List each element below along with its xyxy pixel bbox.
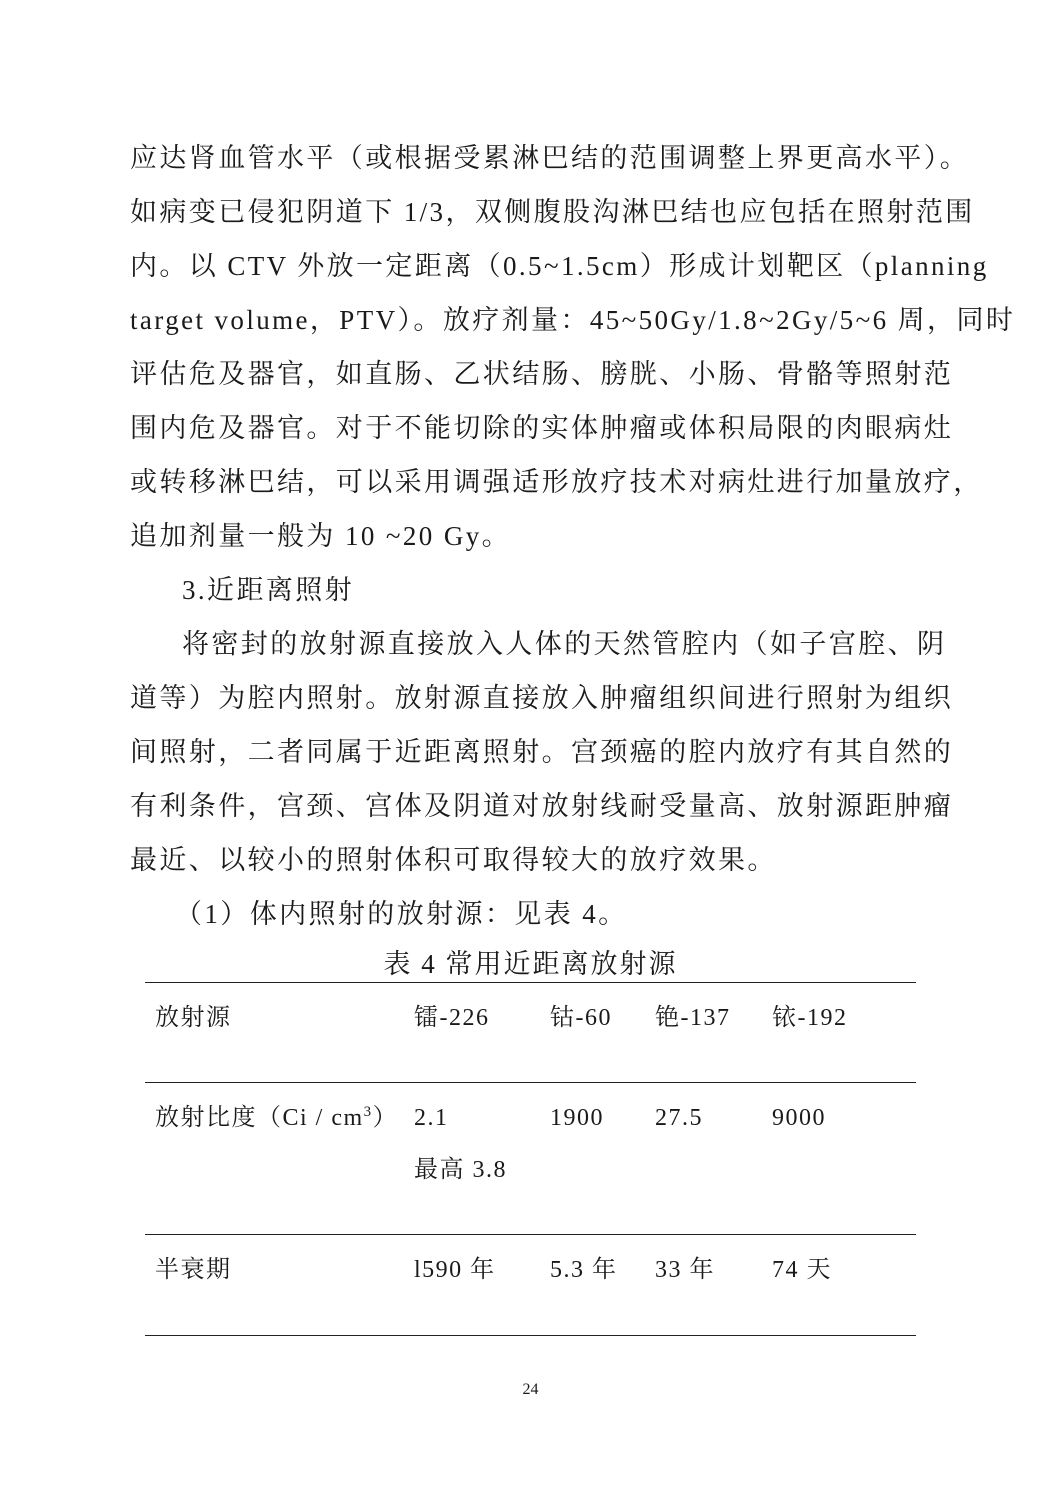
body-line-4: target volume，PTV）。放疗剂量：45~50Gy/1.8~2Gy/5~6 周，同时 [130, 305, 1016, 335]
section-heading: 3.近距离照射 [182, 575, 355, 605]
activity-radium-note: 最高 3.8 [414, 1157, 507, 1183]
header-cell-iridium: 铱-192 [772, 1005, 848, 1031]
table-rule-1 [145, 1082, 916, 1083]
halflife-cobalt: 5.3 年 [550, 1257, 618, 1283]
table-rule-2 [145, 1234, 916, 1235]
row-label-activity: 放射比度$(Ci / cm^3)$ [155, 1104, 399, 1131]
body-line-5: 评估危及器官，如直肠、乙状结肠、膀胱、小肠、骨骼等照射范 [130, 359, 954, 389]
header-cell-source: 放射源 [155, 1005, 232, 1031]
header-cell-radium: 镭-226 [414, 1005, 490, 1031]
table-top-rule [145, 982, 916, 983]
body-line-8: 追加剂量一般为 10 ~20 Gy。 [130, 521, 512, 551]
row-label-halflife: 半衰期 [155, 1257, 232, 1283]
body-line-7: 或转移淋巴结，可以采用调强适形放疗技术对病灶进行加量放疗， [130, 467, 983, 497]
body-line-2: 如病变已侵犯阴道下 1/3，双侧腹股沟淋巴结也应包括在照射范围 [130, 197, 975, 227]
halflife-cesium: 33 年 [655, 1257, 715, 1283]
header-cell-cesium: 铯-137 [655, 1005, 731, 1031]
page-number: 24 [522, 1381, 539, 1398]
activity-iridium: 9000 [772, 1105, 826, 1131]
header-cell-cobalt: 钴-60 [550, 1005, 612, 1031]
halflife-radium: l590 年 [414, 1257, 496, 1283]
activity-cobalt: 1900 [550, 1105, 604, 1131]
activity-radium: 2.1 [414, 1105, 449, 1131]
section-line-4: 有利条件，宫颈、宫体及阴道对放射线耐受量高、放射源距肿瘤 [130, 791, 954, 821]
subsection-line: （1）体内照射的放射源：见表 4。 [175, 899, 628, 929]
activity-cesium: 27.5 [655, 1105, 703, 1131]
section-line-1: 将密封的放射源直接放入人体的天然管腔内（如子宫腔、阴 [182, 629, 947, 659]
section-line-5: 最近、以较小的照射体积可取得较大的放疗效果。 [130, 845, 777, 875]
body-line-3: 内。以 CTV 外放一定距离（0.5~1.5cm）形成计划靶区（planning [130, 251, 989, 281]
body-line-6: 围内危及器官。对于不能切除的实体肿瘤或体积局限的肉眼病灶 [130, 413, 954, 443]
table-bottom-rule [145, 1335, 916, 1336]
table-caption: 表 4 常用近距离放射源 [383, 949, 678, 979]
section-line-2: 道等）为腔内照射。放射源直接放入肿瘤组织间进行照射为组织 [130, 683, 954, 713]
body-line-1: 应达肾血管水平（或根据受累淋巴结的范围调整上界更高水平）。 [130, 143, 970, 173]
halflife-iridium: 74 天 [772, 1257, 832, 1283]
section-line-3: 间照射，二者同属于近距离照射。宫颈癌的腔内放疗有其自然的 [130, 737, 954, 767]
